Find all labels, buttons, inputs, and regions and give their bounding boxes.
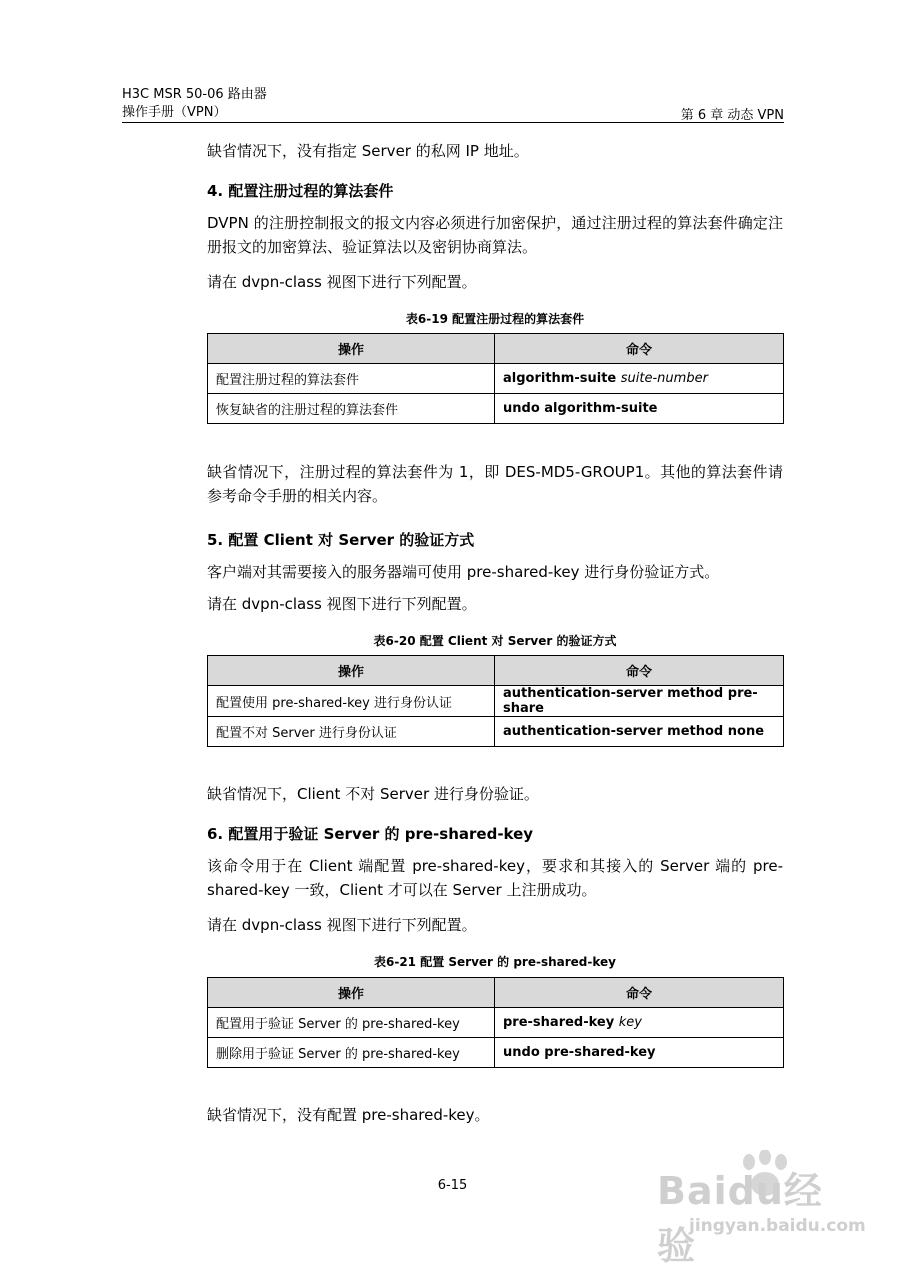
watermark-logo: Baidu经验 — [657, 1169, 823, 1268]
cell-cmd — [495, 364, 784, 394]
header-rule — [122, 122, 784, 123]
paragraph: 缺省情况下，没有配置 pre-shared-key。 — [207, 1106, 490, 1124]
table-row — [208, 1008, 784, 1038]
paragraph: 缺省情况下，没有指定 Server 的私网 IP 地址。 — [207, 142, 529, 160]
cell-op: 恢复缺省的注册过程的算法套件 — [208, 394, 495, 424]
table-header-row — [208, 656, 784, 686]
paragraph: 请在 dvpn-class 视图下进行下列配置。 — [207, 916, 477, 934]
table-row — [208, 394, 784, 424]
table-row — [208, 1038, 784, 1068]
col-header-cmd: 命令 — [495, 656, 784, 686]
paragraph: 该命令用于在 Client 端配置 pre-shared-key，要求和其接入的 Server 端的 pre-shared-key 一致，Client 才可以在 Server 上注册成功。 — [207, 857, 783, 899]
cell-op: 配置使用 pre-shared-key 进行身份认证 — [208, 686, 495, 717]
col-header-op: 操作 — [208, 334, 495, 364]
header-chapter: 第 6 章 动态 VPN — [680, 108, 784, 123]
cmd-keyword: pre-shared-key — [503, 1015, 615, 1030]
table-row — [208, 686, 784, 717]
paragraph: 缺省情况下，注册过程的算法套件为 1，即 DES-MD5-GROUP1。其他的算法套件请参考命令手册的相关内容。 — [207, 463, 783, 505]
cell-op: 删除用于验证 Server 的 pre-shared-key — [208, 1038, 495, 1068]
cmd-arg: key — [618, 1015, 642, 1030]
paragraph: 请在 dvpn-class 视图下进行下列配置。 — [207, 595, 477, 613]
paragraph: DVPN 的注册控制报文的报文内容必须进行加密保护，通过注册过程的算法套件确定注册报文的加密算法、验证算法以及密钥协商算法。 — [207, 214, 783, 256]
cmd-arg: suite-number — [620, 371, 708, 386]
table-row — [208, 364, 784, 394]
page-number: 6-15 — [437, 1178, 468, 1193]
section-heading-5: 5. 配置 Client 对 Server 的验证方式 — [207, 531, 475, 549]
cmd-keyword: algorithm-suite — [503, 371, 617, 386]
watermark-url: jingyan.baidu.com — [689, 1216, 866, 1236]
section-heading-6: 6. 配置用于验证 Server 的 pre-shared-key — [207, 825, 534, 843]
section-heading-4: 4. 配置注册过程的算法套件 — [207, 182, 394, 200]
header-manual: 操作手册（VPN） — [122, 105, 227, 120]
table-6-21 — [207, 977, 784, 1068]
table-6-19 — [207, 333, 784, 424]
cell-cmd: undo algorithm-suite — [495, 394, 784, 424]
cell-cmd: authentication-server method none — [495, 717, 784, 747]
paragraph: 客户端对其需要接入的服务器端可使用 pre-shared-key 进行身份验证方式。 — [207, 563, 720, 581]
table-caption: 表6-20 配置 Client 对 Server 的验证方式 — [373, 634, 617, 648]
cell-op: 配置用于验证 Server 的 pre-shared-key — [208, 1008, 495, 1038]
cell-cmd — [495, 1008, 784, 1038]
table-header-row — [208, 978, 784, 1008]
table-6-20 — [207, 655, 784, 747]
table-caption: 表6-21 配置 Server 的 pre-shared-key — [374, 955, 616, 969]
col-header-op: 操作 — [208, 978, 495, 1008]
header-product: H3C MSR 50-06 路由器 — [122, 87, 267, 102]
watermark — [647, 1150, 866, 1268]
table-header-row — [208, 334, 784, 364]
paragraph: 请在 dvpn-class 视图下进行下列配置。 — [207, 273, 477, 291]
table-row — [208, 717, 784, 747]
paragraph: 缺省情况下，Client 不对 Server 进行身份验证。 — [207, 785, 539, 803]
table-caption: 表6-19 配置注册过程的算法套件 — [405, 312, 585, 326]
cell-op: 配置注册过程的算法套件 — [208, 364, 495, 394]
col-header-cmd: 命令 — [495, 978, 784, 1008]
col-header-op: 操作 — [208, 656, 495, 686]
cell-cmd: authentication-server method pre-share — [495, 686, 784, 717]
col-header-cmd: 命令 — [495, 334, 784, 364]
cell-op: 配置不对 Server 进行身份认证 — [208, 717, 495, 747]
cell-cmd: undo pre-shared-key — [495, 1038, 784, 1068]
